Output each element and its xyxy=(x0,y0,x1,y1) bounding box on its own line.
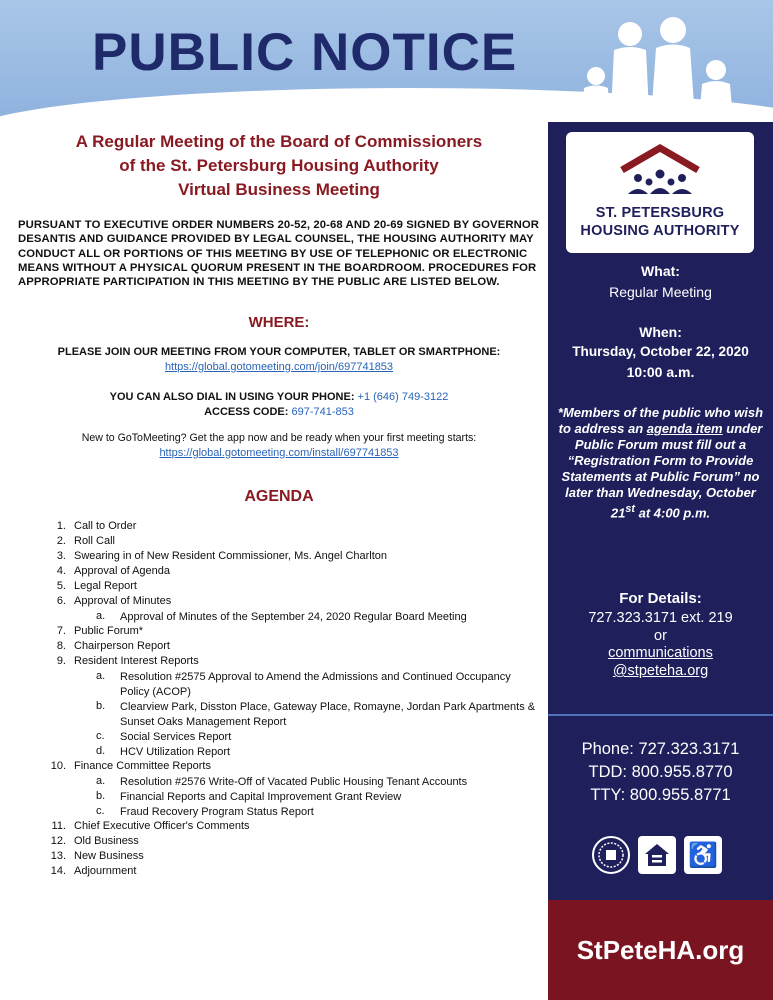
agenda-text: Adjournment xyxy=(74,865,137,877)
join-link[interactable]: https://global.gotomeeting.com/join/697741853 xyxy=(164,361,394,373)
agenda-text: Resolution #2575 Approval to Amend the Admissions and Continued Occupancy Policy (ACOP) xyxy=(120,671,511,698)
agenda-number: 12. xyxy=(50,835,66,847)
agenda-text: Approval of Minutes xyxy=(74,595,172,607)
agenda-number: d. xyxy=(96,745,106,757)
access-code-label: ACCESS CODE xyxy=(204,406,285,418)
where-heading: WHERE: xyxy=(248,314,310,331)
agenda-number: 9. xyxy=(56,655,66,667)
public-forum-note xyxy=(556,405,765,521)
agenda-number: 6. xyxy=(56,595,66,607)
pursuant-paragraph: PURSUANT TO EXECUTIVE ORDER NUMBERS 20-52, 20-68 AND 20-69 SIGNED BY GOVERNOR DESANTIS AND GUIDANCE PROVIDED BY LEGAL COUNSEL, THE HOUSING AUTHORITY MAY CONDUCT ALL OR PORTIONS OF THIS MEETING BY USE OF TELEPHONIC OR ELECTRONIC MEANS WITHOUT A PHYSICAL QUORUM PRESENT IN THE BOARDROOM. PROCEDURES FOR APPROPRIATE PARTICIPATION IN THIS MEETING BY THE PUBLIC ARE LISTED BELOW. xyxy=(18,219,539,289)
agenda-number: 5. xyxy=(56,580,66,592)
agenda-text: Resident Interest Reports xyxy=(74,655,199,667)
agenda-number: a. xyxy=(96,610,106,622)
agenda-text: Clearview Park, Disston Place, Gateway Place, Romayne, Jordan Park Apartments & Sunset Oaks Management Report xyxy=(120,701,536,728)
agenda-text: Roll Call xyxy=(74,535,115,547)
agenda-number: 10. xyxy=(50,760,66,772)
agenda-number: 4. xyxy=(56,565,66,577)
when-date: Thursday, October 22, 2020 xyxy=(572,344,749,359)
logo-line2: HOUSING AUTHORITY xyxy=(580,223,740,239)
meeting-title-line1: A Regular Meeting of the Board of Commissioners xyxy=(75,132,483,151)
sidebar-divider xyxy=(548,714,773,716)
details-email-line2[interactable]: @stpeteha.org xyxy=(612,663,709,679)
agenda-number: 2. xyxy=(56,535,66,547)
agenda-text: HCV Utilization Report xyxy=(120,746,231,758)
agenda-text: New Business xyxy=(74,850,144,862)
details-or: or xyxy=(654,628,667,644)
agenda-text: Legal Report xyxy=(74,580,137,592)
tty-number: TTY: 800.955.8771 xyxy=(590,786,731,804)
agenda-text: Swearing in of New Resident Commissioner, Ms. Angel Charlton xyxy=(74,550,388,562)
new-user-text: New to GoToMeeting? Get the app now and be ready when your first meeting starts: xyxy=(81,432,477,444)
details-email-line1[interactable]: communications xyxy=(608,645,713,661)
logo-line1: ST. PETERSBURG xyxy=(595,205,725,221)
agenda-number: 7. xyxy=(56,625,66,637)
hud-seal-icon xyxy=(592,836,630,874)
agenda-text: Chief Executive Officer's Comments xyxy=(74,820,250,832)
agenda-text: Approval of Minutes of the September 24, 2020 Regular Board Meeting xyxy=(120,611,467,623)
what-label: What: xyxy=(641,263,680,279)
note-text-2: under Public Forum must fill out a “Registration Form to Provide Statements at Public Forum” no later than Wednesday, October 21 xyxy=(561,421,763,521)
page-title: PUBLIC NOTICE xyxy=(92,23,518,82)
agenda-heading: AGENDA xyxy=(244,488,314,505)
sidebar xyxy=(548,122,773,900)
agenda-number: 13. xyxy=(50,850,66,862)
dial-instructions: YOU CAN ALSO DIAL IN USING YOUR PHONE: +1 (646) 749-3122 ACCESS CODE: 697-741-853 xyxy=(109,391,449,418)
agenda-number: c. xyxy=(96,730,105,742)
agenda-text: Finance Committee Reports xyxy=(74,760,211,772)
website-footer[interactable]: StPeteHA.org xyxy=(548,900,773,1000)
tdd-number: TDD: 800.955.8770 xyxy=(588,763,733,781)
agenda-number: 11. xyxy=(51,820,66,832)
agenda-number: 8. xyxy=(56,640,66,652)
join-text: PLEASE JOIN OUR MEETING FROM YOUR COMPUTER, TABLET OR SMARTPHONE: xyxy=(57,346,501,358)
equal-housing-icon xyxy=(638,836,676,874)
agenda-number: b. xyxy=(96,700,106,712)
agenda-text: Public Forum* xyxy=(74,625,144,637)
note-text-1: *Members of the public who wish to address an xyxy=(557,405,764,436)
note-agenda-item: agenda item xyxy=(646,421,723,436)
agenda-text: Social Services Report xyxy=(120,731,232,743)
dial-number[interactable]: +1 (646) 749-3122 xyxy=(357,391,449,403)
agenda-text: Chairperson Report xyxy=(74,640,170,652)
family-icon xyxy=(570,14,760,132)
when-label: When: xyxy=(639,324,682,340)
dial-text: YOU CAN ALSO DIAL IN USING YOUR PHONE: xyxy=(109,391,355,403)
note-text-3: at 4:00 p.m. xyxy=(638,505,711,521)
agenda-text: Call to Order xyxy=(74,520,137,532)
join-instructions xyxy=(18,345,540,375)
install-link[interactable]: https://global.gotomeeting.com/install/697741853 xyxy=(159,447,399,459)
details-phone: 727.323.3171 ext. 219 xyxy=(588,610,733,626)
accessibility-icon: ♿ xyxy=(684,836,722,874)
agenda-text: Fraud Recovery Program Status Report xyxy=(120,806,314,818)
housing-authority-logo xyxy=(566,132,754,253)
agenda-number: 14. xyxy=(50,865,66,877)
agenda-number: a. xyxy=(96,670,106,682)
agenda-number: 3. xyxy=(56,550,66,562)
agenda-number: 1. xyxy=(56,520,66,532)
agenda-number: c. xyxy=(96,805,105,817)
access-code: 697-741-853 xyxy=(291,406,354,418)
when-time: 10:00 a.m. xyxy=(626,364,695,380)
gotomeeting-instructions xyxy=(18,431,540,461)
phone-number: Phone: 727.323.3171 xyxy=(581,740,740,758)
meeting-title-line2: of the St. Petersburg Housing Authority xyxy=(119,156,439,175)
agenda-text: Approval of Agenda xyxy=(74,565,171,577)
agenda-text: Old Business xyxy=(74,835,139,847)
agenda-number: b. xyxy=(96,790,106,802)
agenda-number: a. xyxy=(96,775,106,787)
agenda-text: Resolution #2576 Write-Off of Vacated Public Housing Tenant Accounts xyxy=(120,776,468,788)
agenda-text: Financial Reports and Capital Improvement Grant Review xyxy=(120,791,402,803)
meeting-title-line3: Virtual Business Meeting xyxy=(178,180,380,199)
note-sup: st xyxy=(625,503,635,515)
what-value: Regular Meeting xyxy=(609,284,712,300)
housing-logo-icon xyxy=(618,144,702,198)
badge-row xyxy=(592,836,722,874)
details-label: For Details: xyxy=(619,590,702,607)
